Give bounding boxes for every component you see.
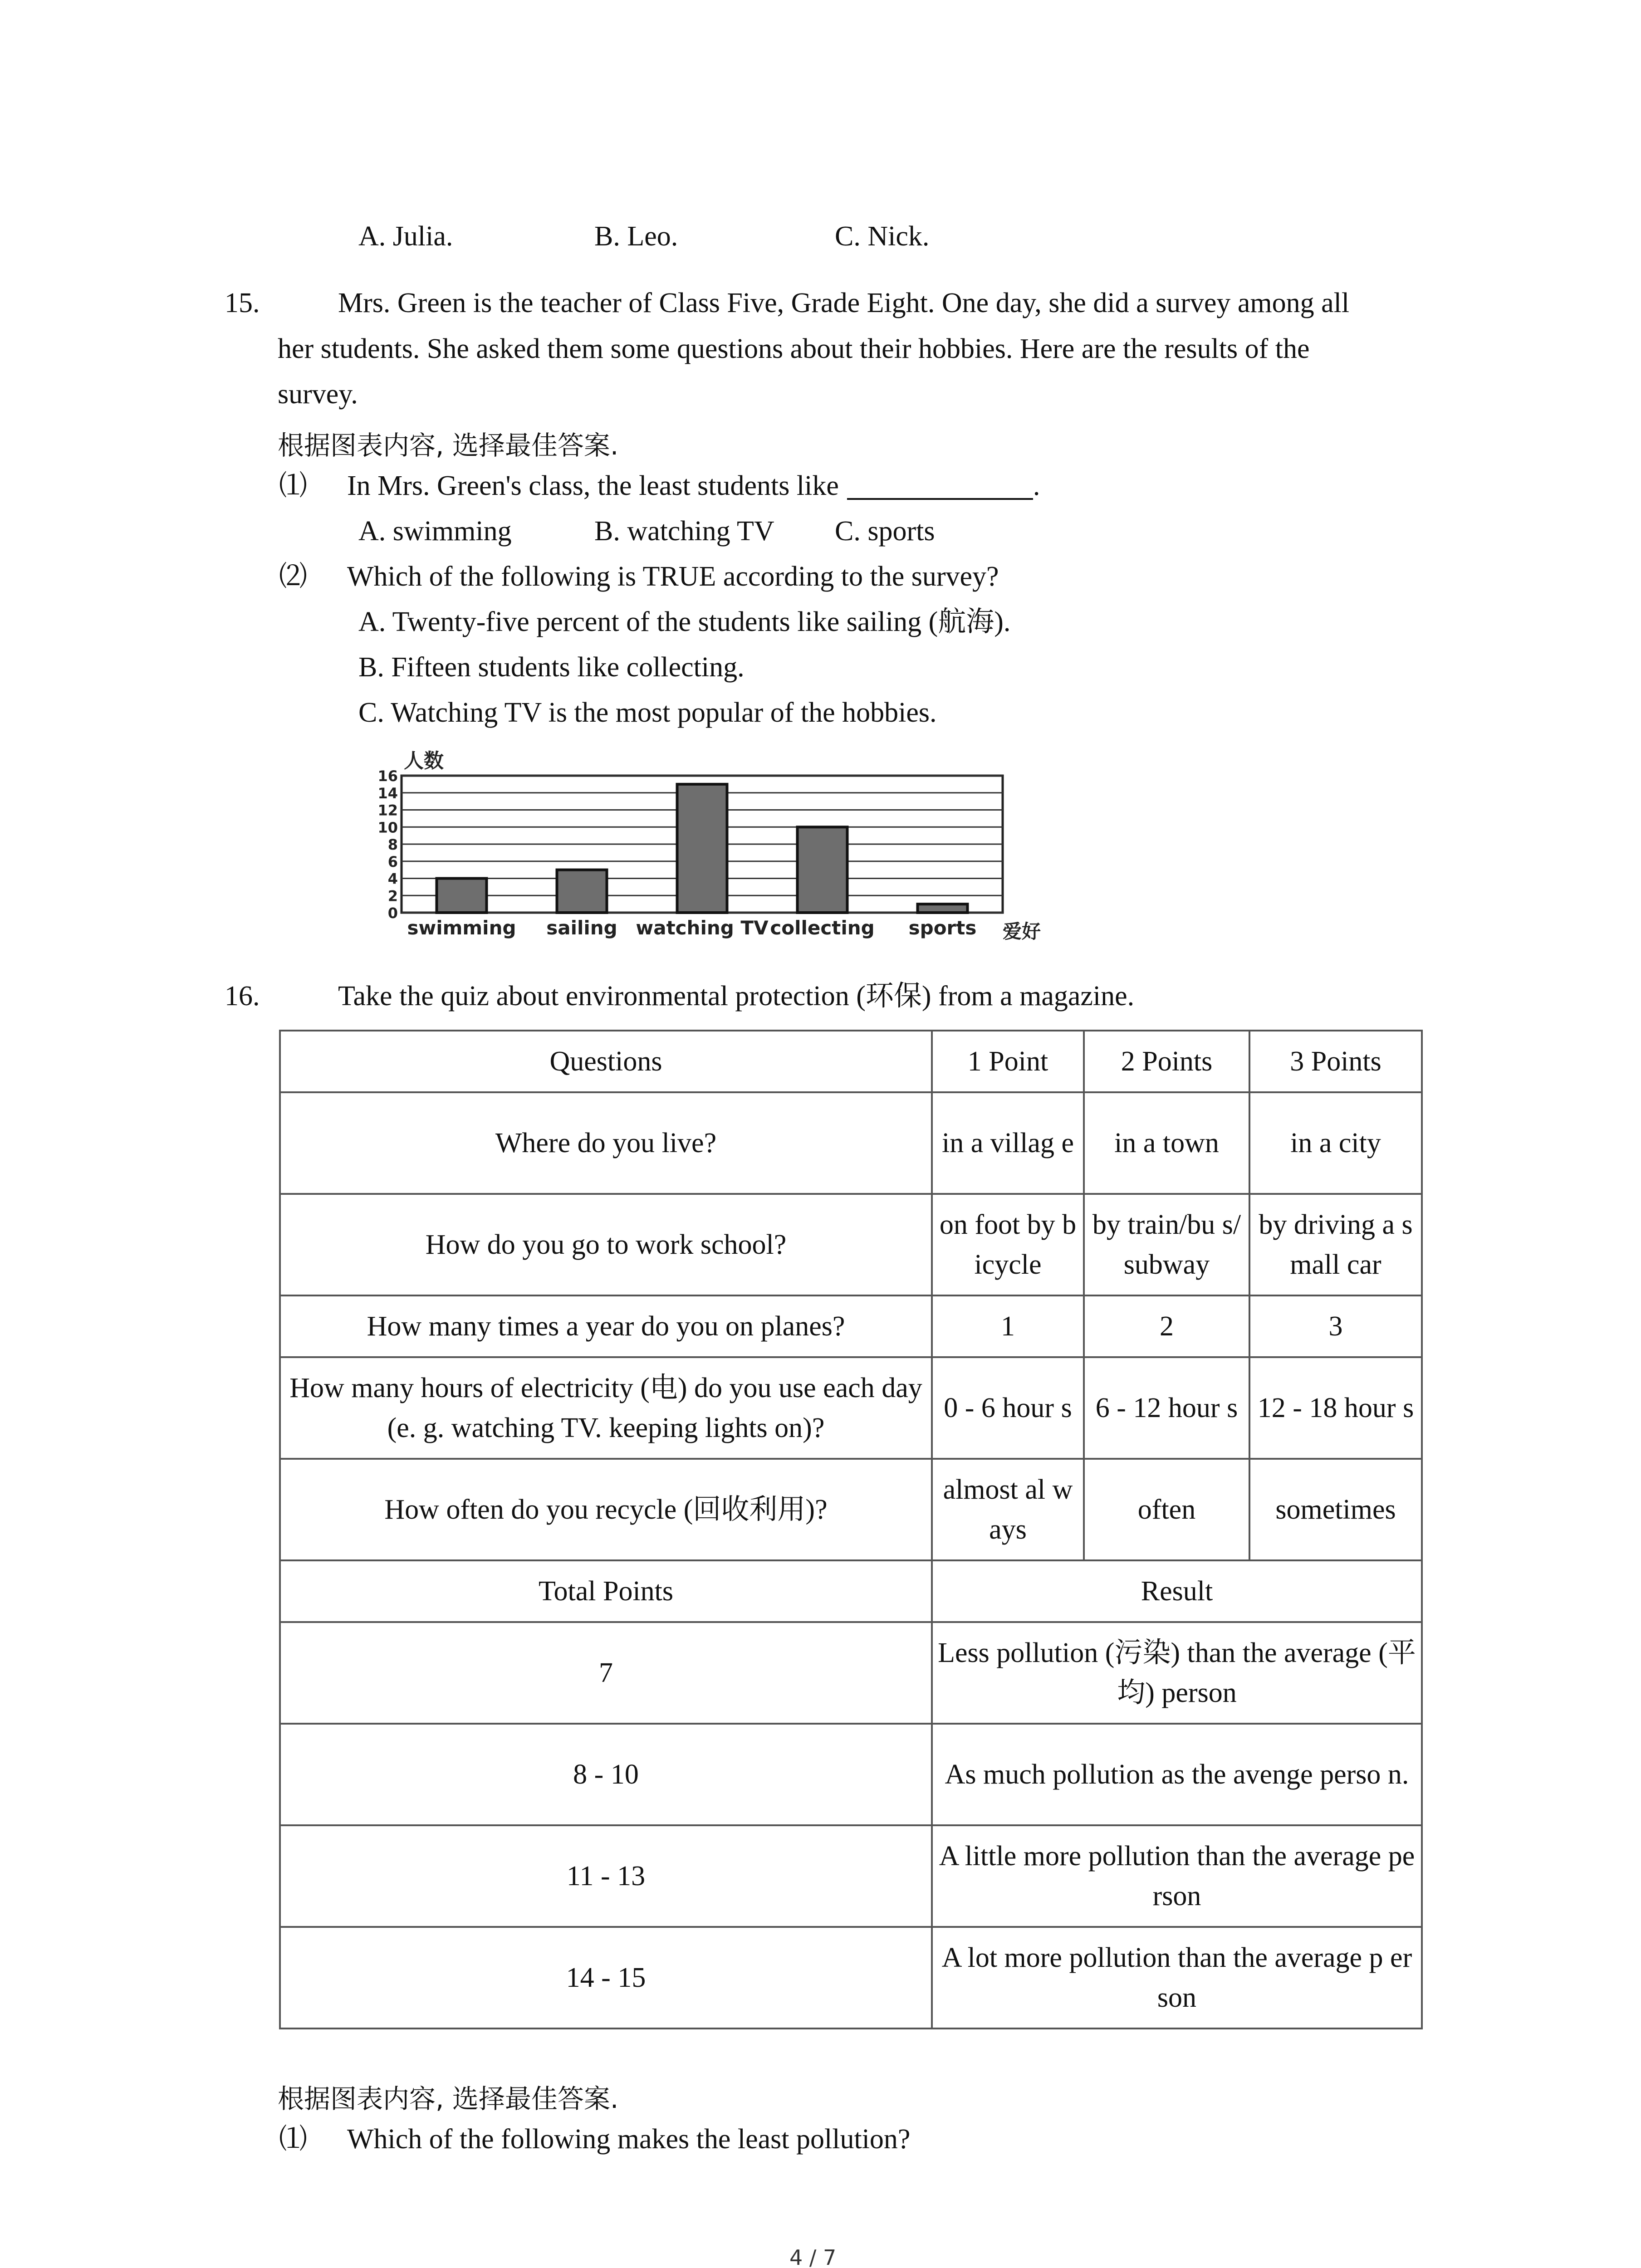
y-tick-label: 14 — [377, 784, 398, 802]
q15-sub1-end: . — [1033, 470, 1040, 501]
y-tick-label: 2 — [387, 887, 398, 905]
quiz-header-row — [280, 1031, 1422, 1092]
q15-sub1-option-b: B. watching TV — [594, 516, 774, 547]
point-cell: sometimes — [1249, 1459, 1422, 1560]
quiz-row — [280, 1295, 1422, 1357]
point-cell: by train/bu s/ subway — [1084, 1194, 1249, 1295]
result-row — [280, 1724, 1422, 1825]
q15-intro-line2: her students. She asked them some questions about their hobbies. Here are the results of the — [278, 333, 1310, 364]
quiz-table — [279, 1030, 1423, 2029]
chart-xlabel: 爱好 — [1003, 920, 1041, 943]
header-3-points: 3 Points — [1249, 1031, 1422, 1092]
quiz-row — [280, 1357, 1422, 1459]
q15-instruction: 根据图表内容, 选择最佳答案. — [278, 430, 619, 461]
result-header-row — [280, 1560, 1422, 1622]
question-cell: How do you go to work school? — [280, 1194, 932, 1295]
header-result: Result — [932, 1560, 1422, 1622]
q15-sub1-text: In Mrs. Green's class, the least students like — [347, 470, 839, 501]
answer-blank[interactable] — [847, 472, 1033, 500]
header-2-points: 2 Points — [1084, 1031, 1249, 1092]
q14-option-b: B. Leo. — [594, 221, 678, 252]
x-tick-label: swimming — [407, 917, 516, 939]
question-cell: How many times a year do you on planes? — [280, 1295, 932, 1357]
q16-instruction: 根据图表内容, 选择最佳答案. — [278, 2083, 619, 2114]
header-questions: Questions — [280, 1031, 932, 1092]
point-cell: 2 — [1084, 1295, 1249, 1357]
y-tick-label: 12 — [377, 802, 398, 819]
result-row — [280, 1825, 1422, 1927]
result-cell: A little more pollution than the average person — [932, 1825, 1422, 1927]
x-tick-label: watching TV — [636, 917, 769, 939]
q16-sub1-question: Which of the following makes the least pollution? — [347, 2124, 911, 2155]
result-cell: A lot more pollution than the average p erson — [932, 1927, 1422, 2028]
question-cell: How often do you recycle (回收利用)? — [280, 1459, 932, 1560]
x-tick-label: sports — [908, 917, 977, 939]
q16-sub1-number: ⑴ — [279, 2124, 308, 2155]
page-number: 4 / 7 — [789, 2245, 837, 2268]
q16-number: 16. — [225, 981, 260, 1012]
result-row — [280, 1622, 1422, 1724]
result-row — [280, 1927, 1422, 2028]
hobby-bar-chart — [358, 748, 1066, 957]
quiz-row — [280, 1459, 1422, 1560]
total-points-cell: 11 - 13 — [280, 1825, 932, 1927]
quiz-row — [280, 1194, 1422, 1295]
point-cell: 1 — [932, 1295, 1084, 1357]
q15-number: 15. — [225, 288, 260, 318]
y-tick-label: 10 — [377, 819, 398, 836]
total-points-cell: 14 - 15 — [280, 1927, 932, 2028]
point-cell: in a city — [1249, 1092, 1422, 1194]
q15-intro-line3: survey. — [278, 379, 358, 410]
point-cell: almost al ways — [932, 1459, 1084, 1560]
point-cell: 3 — [1249, 1295, 1422, 1357]
q15-sub2-option-b: B. Fifteen students like collecting. — [358, 652, 745, 683]
q15-sub1-question — [347, 472, 1040, 500]
q14-option-c: C. Nick. — [835, 221, 930, 252]
q15-sub1-option-c: C. sports — [835, 516, 935, 547]
point-cell: 12 - 18 hour s — [1249, 1357, 1422, 1459]
bar-swimming — [437, 879, 487, 913]
header-total-points: Total Points — [280, 1560, 932, 1622]
q15-sub2-option-a: A. Twenty-five percent of the students like sailing (航海). — [358, 606, 1011, 637]
point-cell: often — [1084, 1459, 1249, 1560]
q15-sub2-question: Which of the following is TRUE according to the survey? — [347, 561, 999, 592]
q15-sub2-number: ⑵ — [279, 561, 308, 592]
total-points-cell: 8 - 10 — [280, 1724, 932, 1825]
q16-intro: Take the quiz about environmental protection (环保) from a magazine. — [338, 981, 1135, 1012]
question-cell: How many hours of electricity (电) do you use each day (e. g. watching TV. keeping lights on)? — [280, 1357, 932, 1459]
q14-option-a: A. Julia. — [358, 221, 453, 252]
bar-collecting — [798, 827, 847, 913]
point-cell: by driving a small car — [1249, 1194, 1422, 1295]
point-cell: on foot by bicycle — [932, 1194, 1084, 1295]
point-cell: in a villag e — [932, 1092, 1084, 1194]
chart-ylabel: 人数 — [404, 749, 444, 772]
question-cell: Where do you live? — [280, 1092, 932, 1194]
point-cell: 0 - 6 hour s — [932, 1357, 1084, 1459]
result-cell: Less pollution (污染) than the average (平均) person — [932, 1622, 1422, 1724]
y-tick-label: 8 — [387, 836, 398, 853]
y-tick-label: 0 — [387, 904, 398, 922]
q15-intro-line1: Mrs. Green is the teacher of Class Five, Grade Eight. One day, she did a survey among all — [338, 288, 1350, 318]
q15-sub2-option-c: C. Watching TV is the most popular of the hobbies. — [358, 697, 937, 728]
point-cell: 6 - 12 hour s — [1084, 1357, 1249, 1459]
y-tick-label: 16 — [377, 767, 398, 785]
y-tick-label: 6 — [387, 853, 398, 870]
result-cell: As much pollution as the avenge perso n. — [932, 1724, 1422, 1825]
x-tick-label: sailing — [546, 917, 617, 939]
point-cell: in a town — [1084, 1092, 1249, 1194]
header-1-point: 1 Point — [932, 1031, 1084, 1092]
bar-sailing — [557, 870, 607, 913]
y-tick-label: 4 — [387, 870, 398, 888]
q15-sub1-option-a: A. swimming — [358, 516, 512, 547]
bar-watching-tv — [677, 784, 727, 913]
total-points-cell: 7 — [280, 1622, 932, 1724]
quiz-row — [280, 1092, 1422, 1194]
bar-sports — [918, 904, 968, 913]
q15-sub1-number: ⑴ — [279, 470, 308, 501]
x-tick-label: collecting — [770, 917, 875, 939]
